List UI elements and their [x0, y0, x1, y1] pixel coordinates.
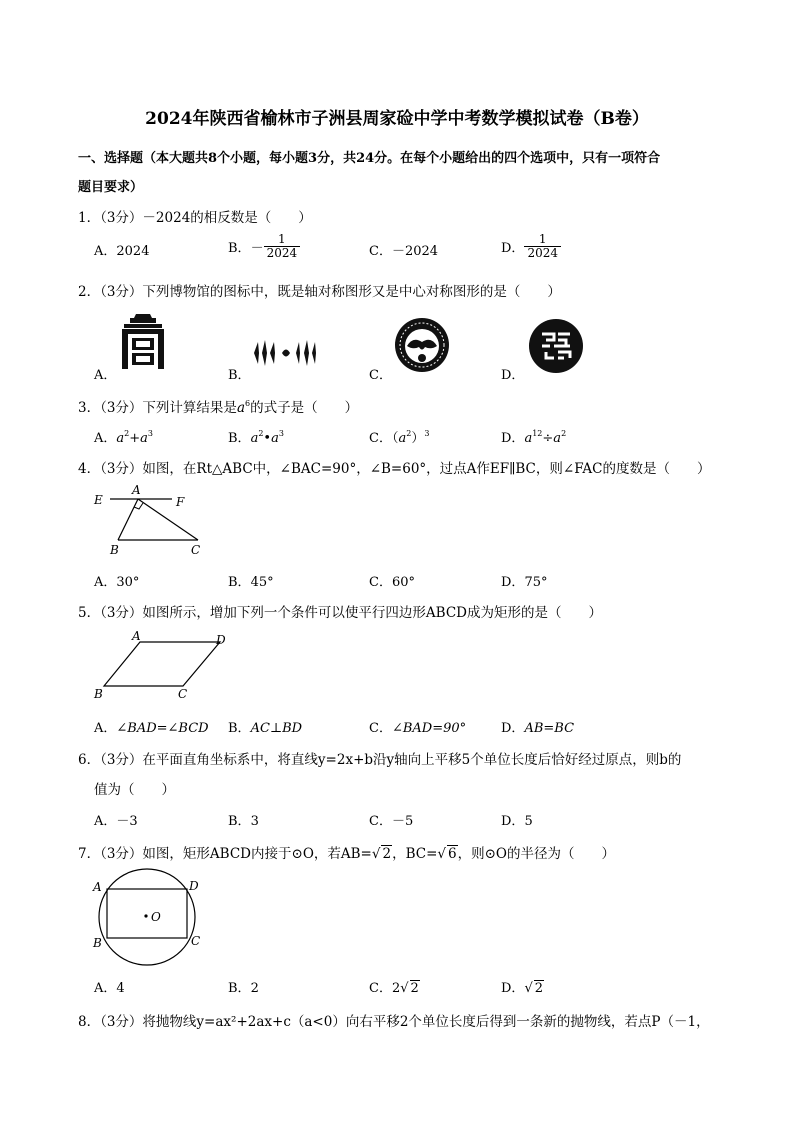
q1-option-b: B．－ $\frac{1}{2024}$ [228, 233, 300, 260]
question-3-stem: 3．（3分）下列计算结果是$a^6$的式子是（ ） [78, 399, 359, 416]
q7-label-c: C [191, 934, 201, 948]
q1-option-a: A．2024 [94, 244, 150, 259]
q5-option-a: A．∠BAD=∠BCD [94, 721, 209, 736]
question-8-stem: 8．（3分）将抛物线y=ax²+2ax+c（a<0）向右平移2个单位长度后得到一条新的抛物线，若点P（－1， [78, 1014, 710, 1030]
wave-pattern-icon [252, 338, 322, 368]
q2-option-c: C． [369, 368, 392, 383]
q2-option-a: A． [94, 368, 117, 383]
q1-option-d: D． $\frac{1}{2024}$ [501, 233, 561, 260]
question-6-stem-line1: 6．（3分）在平面直角坐标系中，将直线y=2x+b沿y轴向上平移5个单位长度后恰好经过原点，则b的 [78, 752, 682, 768]
q5-label-c: C [178, 687, 188, 701]
q6-option-d: D．5 [501, 814, 533, 829]
q7-circle-figure [90, 870, 220, 970]
q4-label-f: F [176, 495, 185, 509]
q7-label-a: A [93, 880, 102, 894]
q4-label-e: E [94, 493, 103, 507]
q7-option-c: C．2√ 2 [369, 981, 419, 996]
q7-label-o: O [151, 910, 161, 924]
q4-option-c: C．60° [369, 575, 415, 590]
ring-dragon-icon [393, 316, 451, 374]
q4-triangle-figure [90, 482, 220, 562]
question-6-stem-line2: 值为（ ） [94, 782, 175, 798]
section-heading-line2: 题目要求） [78, 180, 144, 195]
museum-gate-icon [118, 312, 168, 370]
q5-option-b: B．AC⊥BD [228, 721, 303, 736]
q7-label-d: D [189, 879, 199, 893]
q4-label-b: B [110, 543, 119, 557]
q3-option-a: A．$a^2+a^3$ [94, 429, 154, 446]
q5-option-d: D．AB=BC [501, 721, 575, 736]
question-5-stem: 5．（3分）如图所示，增加下列一个条件可以使平行四边形ABCD成为矩形的是（ ） [78, 605, 603, 621]
q4-option-b: B．45° [228, 575, 274, 590]
maze-seal-icon [528, 318, 584, 374]
q6-option-b: B．3 [228, 814, 259, 829]
q5-parallelogram-figure [90, 628, 240, 704]
q4-label-c: C [191, 543, 201, 557]
q3-option-b: B．$a^2•a^3$ [228, 429, 284, 446]
question-1-stem: 1．（3分）－2024的相反数是（ ） [78, 210, 312, 226]
q2-option-b: B． [228, 368, 251, 383]
q3-option-d: D．$a^{12}\div a^2$ [501, 429, 567, 446]
question-7-stem: 7．（3分）如图，矩形ABCD内接于⊙O，若AB=√ 2，BC=√ 6，则⊙O的半径为（ ） [78, 846, 615, 862]
q4-option-d: D．75° [501, 575, 548, 590]
q5-label-d: D [216, 633, 226, 647]
q7-option-b: B．2 [228, 981, 259, 996]
q6-option-a: A．－3 [94, 814, 138, 829]
q7-label-b: B [93, 936, 102, 950]
q3-option-c: C．$(a^2)^3$ [369, 429, 430, 446]
q4-label-a: A [132, 483, 141, 497]
q5-option-c: C．∠BAD=90° [369, 721, 467, 736]
q4-option-a: A．30° [94, 575, 140, 590]
q7-option-a: A．4 [94, 981, 125, 996]
section-heading-line1: 一、选择题（本大题共8个小题，每小题3分，共24分。在每个小题给出的四个选项中，只有一项符合 [78, 151, 661, 166]
question-4-stem: 4．（3分）如图，在Rt△ABC中，∠BAC=90°，∠B=60°，过点A作EF∥BC，则∠FAC的度数是（ ） [78, 461, 711, 477]
q1-option-c: C．－2024 [369, 244, 439, 259]
q6-option-c: C．－5 [369, 814, 414, 829]
q5-label-a: A [132, 629, 141, 643]
q7-option-d: D．√ 2 [501, 981, 544, 996]
q5-label-b: B [94, 687, 103, 701]
q2-option-d: D． [501, 368, 525, 383]
page-title: 2024年陕西省榆林市子洲县周家硷中学中考数学模拟试卷（B卷） [145, 109, 649, 129]
question-2-stem: 2．（3分）下列博物馆的图标中，既是轴对称图形又是中心对称图形的是（ ） [78, 284, 561, 300]
